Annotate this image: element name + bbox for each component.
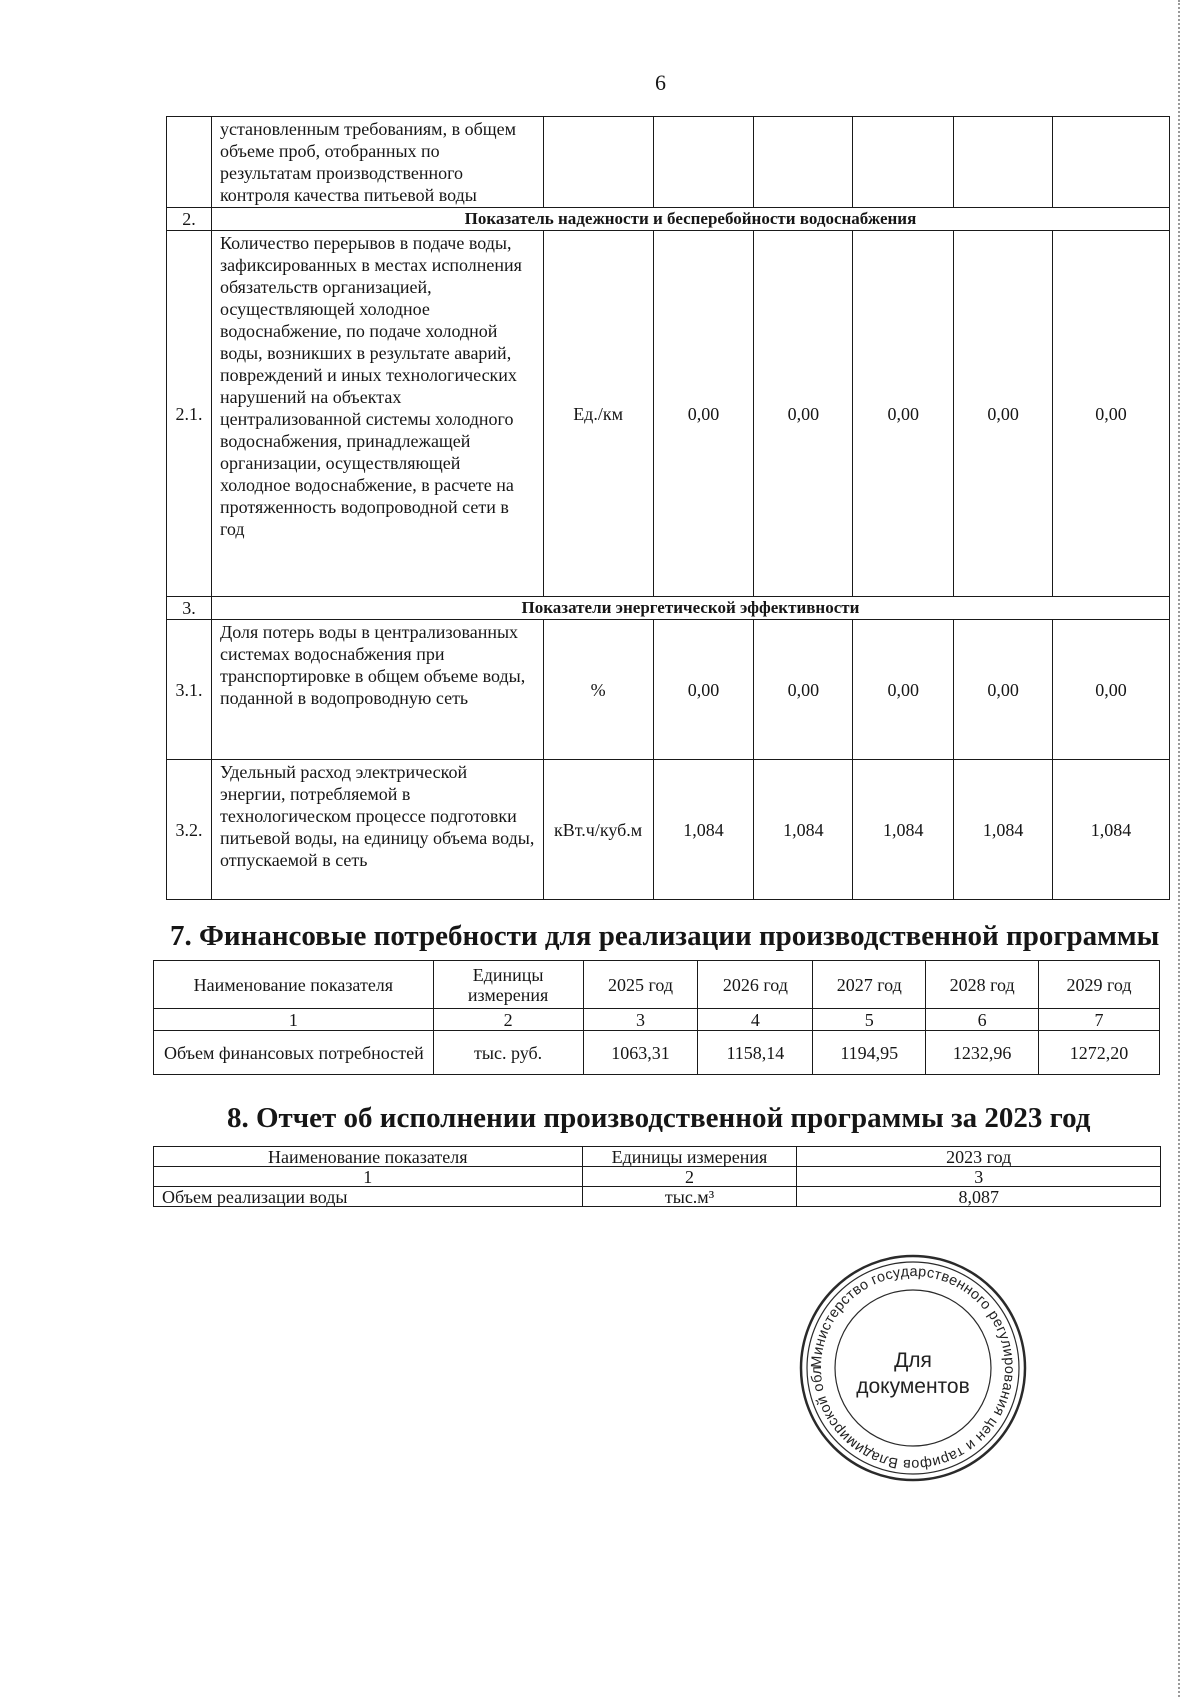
column-number: 4 [698,1009,813,1031]
value-cell [653,117,754,208]
value-cell: 0,00 [954,620,1053,760]
value-cell: 1232,96 [926,1031,1039,1075]
financial-needs-table [153,960,1160,1075]
table-row [167,760,1170,900]
indicators-table [166,116,1170,900]
table-row [154,1031,1160,1075]
value-cell: 1272,20 [1039,1031,1160,1075]
stamp-center-line-2: документов [856,1375,970,1398]
section-title: Показатель надежности и бесперебойности водоснабжения [211,208,1169,231]
scan-edge-line [1178,0,1181,1697]
column-header: 2027 год [813,961,926,1009]
section-title: Показатели энергетической эффективности [211,597,1169,620]
row-number: 3.1. [167,620,212,760]
column-header: Наименование показателя [154,1147,583,1167]
value-cell [1053,117,1170,208]
value-cell: 0,00 [954,231,1053,597]
stamp-center-text [798,1348,1028,1400]
column-header: 2023 год [797,1147,1161,1167]
table-header-row [154,961,1160,1009]
column-number-row [154,1167,1161,1187]
value-cell: 1,084 [954,760,1053,900]
stamp-center-line-1: Для [894,1349,932,1372]
unit-cell [543,117,653,208]
table-row [167,231,1170,597]
table-header-row [154,1147,1161,1167]
column-header: Единицы измерения [433,961,583,1009]
section-number: 3. [167,597,212,620]
value-cell: 0,00 [1053,231,1170,597]
value-cell: 1,084 [653,760,754,900]
value-cell [954,117,1053,208]
column-header: 2029 год [1039,961,1160,1009]
value-cell [853,117,954,208]
execution-report-table [153,1146,1161,1207]
indicator-description: установленным требованиям, в общем объеме проб, отобранных по результатам производственного контроля качества питьевой воды [211,117,543,208]
value-cell: 0,00 [653,620,754,760]
unit-cell: тыс. руб. [433,1031,583,1075]
value-cell: 0,00 [754,231,853,597]
column-number: 2 [433,1009,583,1031]
column-header: 2028 год [926,961,1039,1009]
column-number: 2 [582,1167,797,1187]
value-cell: 1,084 [853,760,954,900]
column-number: 6 [926,1009,1039,1031]
column-number-row [154,1009,1160,1031]
unit-cell: Ед./км [543,231,653,597]
column-header: Наименование показателя [154,961,434,1009]
unit-cell: тыс.м³ [582,1187,797,1207]
table-row [167,117,1170,208]
table-row [167,620,1170,760]
page-number: 6 [655,70,666,95]
stamp-ring-text: Министерство государственного регулирования цен и тарифов Владимирской обл [808,1263,1018,1473]
table-row [154,1187,1161,1207]
indicator-name: Объем реализации воды [154,1187,583,1207]
section-row [167,208,1170,231]
official-stamp [798,1253,1028,1483]
row-number-cell [167,117,212,208]
value-cell: 1,084 [1053,760,1170,900]
unit-cell: кВт.ч/куб.м [543,760,653,900]
section-number: 2. [167,208,212,231]
value-cell: 1158,14 [698,1031,813,1075]
column-header: 2026 год [698,961,813,1009]
row-number: 2.1. [167,231,212,597]
value-cell: 1194,95 [813,1031,926,1075]
column-number: 1 [154,1009,434,1031]
section-row [167,597,1170,620]
value-cell: 0,00 [853,620,954,760]
value-cell [754,117,853,208]
column-number: 3 [583,1009,698,1031]
column-number: 3 [797,1167,1161,1187]
value-cell: 8,087 [797,1187,1161,1207]
section-heading-7: 7. Финансовые потребности для реализации производственной программы [170,920,1160,952]
value-cell: 1,084 [754,760,853,900]
row-number: 3.2. [167,760,212,900]
column-header: 2025 год [583,961,698,1009]
value-cell: 1063,31 [583,1031,698,1075]
indicator-description: Количество перерывов в подаче воды, зафиксированных в местах исполнения обязательств организацией, осуществляющей холодное водоснабжение, по подаче холодной воды, возникших в результате аварий, повреждений и иных технологических нарушений на объектах централизованной системы холодного водоснабжения, принадлежащей организации, осуществляющей холодное водоснабжение, в расчете на протяженность водопроводной сети в год [211,231,543,597]
section-heading-8: 8. Отчет об исполнении производственной программы за 2023 год [227,1102,1091,1134]
indicator-description: Доля потерь воды в централизованных системах водоснабжения при транспортировке в общем объеме воды, поданной в водопроводную сеть [211,620,543,760]
value-cell: 0,00 [653,231,754,597]
value-cell: 0,00 [754,620,853,760]
column-number: 1 [154,1167,583,1187]
column-number: 5 [813,1009,926,1031]
value-cell: 0,00 [1053,620,1170,760]
unit-cell: % [543,620,653,760]
indicator-description: Удельный расход электрической энергии, потребляемой в технологическом процессе подготовки питьевой воды, на единицу объема воды, отпускаемой в сеть [211,760,543,900]
value-cell: 0,00 [853,231,954,597]
column-number: 7 [1039,1009,1160,1031]
column-header: Единицы измерения [582,1147,797,1167]
indicator-name: Объем финансовых потребностей [154,1031,434,1075]
